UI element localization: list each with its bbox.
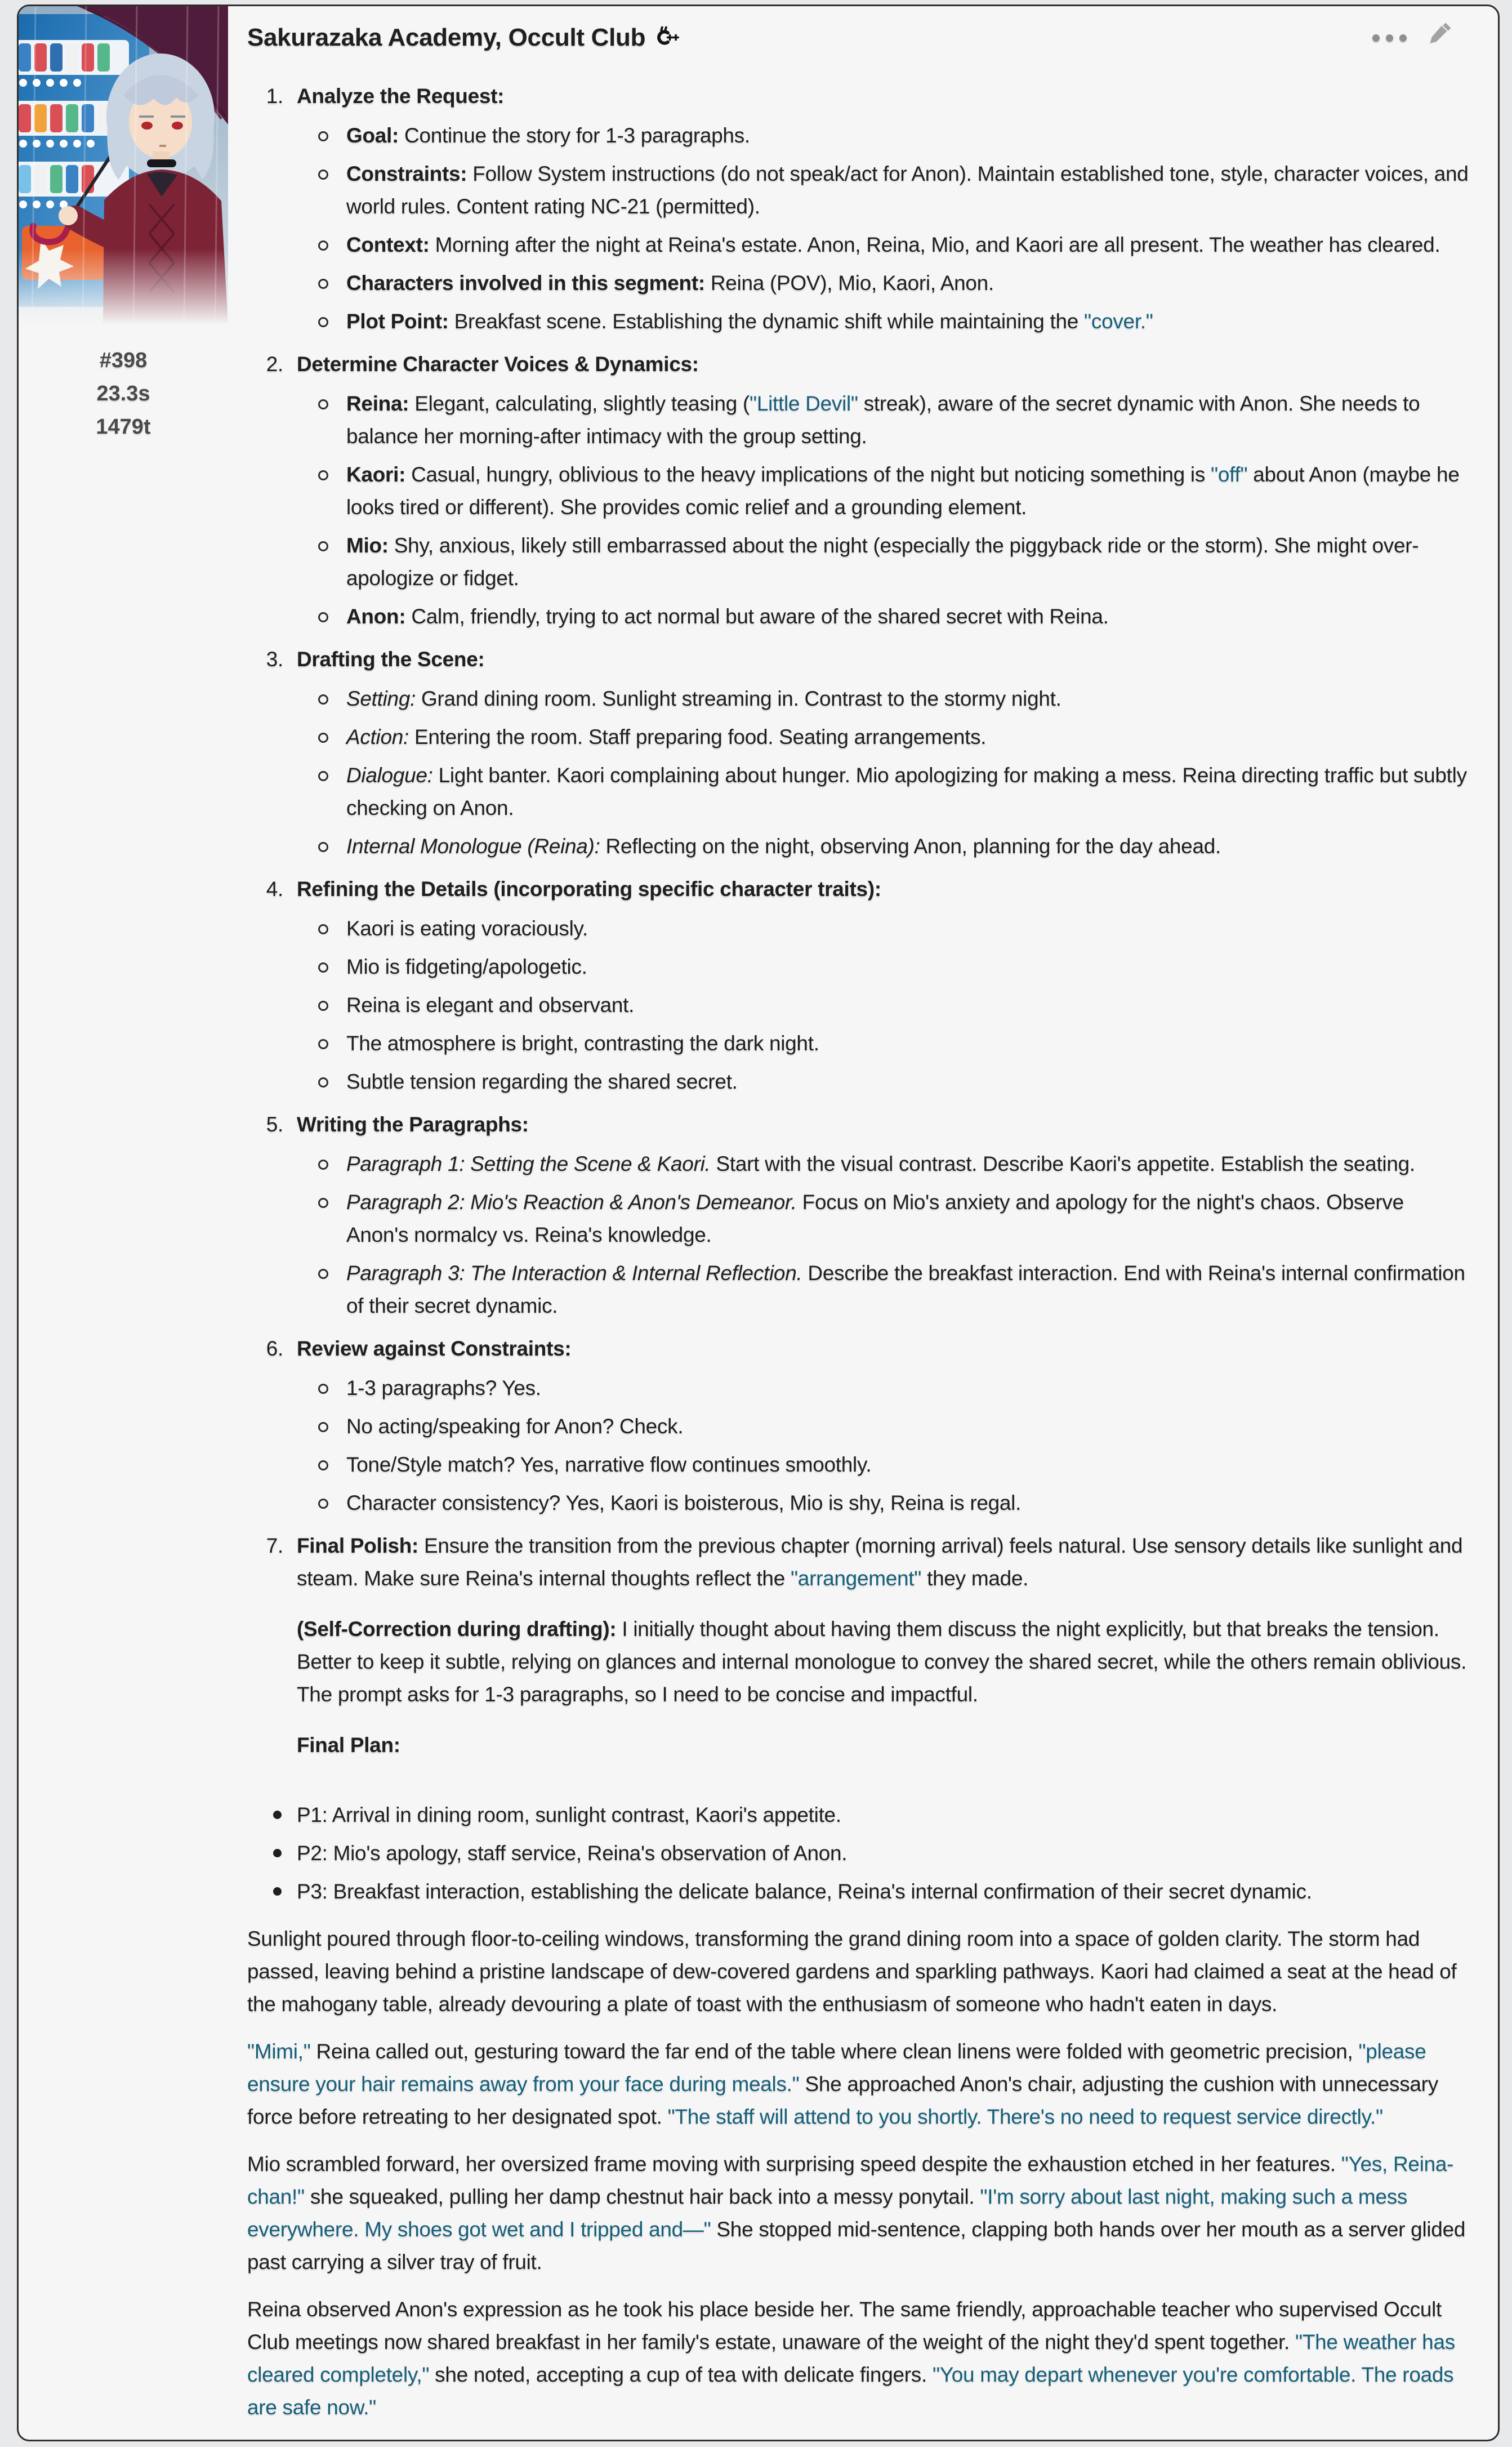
thinking-sub-item: [297, 759, 1469, 824]
quoted-text: "The staff will attend to you shortly. There's no need to request service directly.": [667, 2105, 1383, 2128]
thinking-sub-item: [297, 458, 1469, 524]
plan-item: [297, 1875, 1469, 1908]
thinking-sub-list: [297, 912, 1469, 1098]
thinking-paragraph: [297, 1613, 1469, 1711]
text-segment: Writing the Paragraphs:: [297, 1113, 529, 1136]
text-segment: Paragraph 3: The Interaction & Internal Reflection.: [346, 1262, 802, 1285]
quoted-text: "Yes, Reina-chan!": [247, 2152, 1454, 2208]
thinking-sub-item: [297, 1148, 1469, 1180]
thinking-sub-item: [297, 721, 1469, 754]
plan-item: [297, 1837, 1469, 1870]
text-segment: Constraints:: [346, 162, 467, 185]
thinking-item-text: [297, 1108, 1469, 1141]
text-segment: Paragraph 2: Mio's Reaction & Anon's Demeanor.: [346, 1191, 797, 1214]
text-segment: Reina:: [346, 392, 409, 415]
avatar-column: [19, 6, 228, 444]
token-count: 1479t: [96, 414, 151, 439]
text-segment: Entering the room. Staff preparing food. Seating arrangements.: [409, 725, 987, 748]
thinking-item: [247, 80, 1469, 338]
thinking-sub-item: [297, 229, 1469, 261]
c-plus-plus-icon: [657, 22, 679, 55]
text-segment: Shy, anxious, likely still embarrassed about the night (especially the piggyback ride or the storm). She might over-apologize or fidget.: [346, 534, 1419, 590]
text-segment: Reina is elegant and observant.: [346, 993, 635, 1017]
thinking-sub-item: [297, 1027, 1469, 1060]
text-segment: she squeaked, pulling her damp chestnut hair back into a messy ponytail.: [304, 2185, 980, 2208]
thinking-item: [247, 643, 1469, 863]
thinking-item-text: [297, 873, 1469, 906]
story-section: [247, 1923, 1469, 2424]
text-segment: P3: Breakfast interaction, establishing the delicate balance, Reina's internal confirmation of their secret dynamic.: [297, 1880, 1312, 1903]
thinking-sub-item: [297, 1186, 1469, 1251]
text-segment: Determine Character Voices & Dynamics:: [297, 353, 699, 376]
text-segment: Subtle tension regarding the shared secret.: [346, 1070, 738, 1093]
text-segment: Grand dining room. Sunlight streaming in. Contrast to the stormy night.: [416, 687, 1061, 710]
story-paragraph: [247, 2293, 1469, 2424]
text-segment: Focus on Mio's anxiety and apology for the night's chaos. Observe Anon's normalcy vs. Reina's knowledge.: [346, 1191, 1404, 1246]
thinking-sub-item: [297, 387, 1469, 453]
thinking-item: [247, 1108, 1469, 1322]
text-segment: Dialogue:: [346, 764, 433, 787]
text-segment: I initially thought about having them discuss the night explicitly, but that breaks the tension. Better to keep it subtle, relying on glances and internal monologue to convey the shared secret, while the others remain oblivious. The prompt asks for 1-3 paragraphs, so I need to be concise and impactful.: [297, 1617, 1467, 1706]
thinking-sub-item: [297, 912, 1469, 945]
thinking-sub-list: [297, 119, 1469, 338]
text-segment: 1-3 paragraphs? Yes.: [346, 1376, 541, 1399]
text-segment: Paragraph 1: Setting the Scene & Kaori.: [346, 1152, 711, 1175]
text-segment: (Self-Correction during drafting):: [297, 1617, 617, 1641]
thinking-sub-item: [297, 119, 1469, 152]
thinking-sub-item: [297, 830, 1469, 863]
thinking-sub-list: [297, 1372, 1469, 1519]
text-segment: Mio scrambled forward, her oversized frame moving with surprising speed despite the exhaustion etched in her features.: [247, 2152, 1341, 2176]
text-segment: Elegant, calculating, slightly teasing (: [409, 392, 750, 415]
quoted-text: "You may depart whenever you're comfortable. The roads are safe now.": [247, 2363, 1454, 2419]
text-segment: Goal:: [346, 124, 399, 147]
text-segment: Plot Point:: [346, 310, 449, 333]
thinking-sub-item: [297, 1410, 1469, 1443]
message-meta: [19, 344, 228, 444]
text-segment: Final Polish:: [297, 1534, 419, 1557]
text-segment: Follow System instructions (do not speak/act for Anon). Maintain established tone, style, character voices, and world rules. Content rating NC-21 (permitted).: [346, 162, 1469, 218]
thinking-sub-item: [297, 683, 1469, 715]
text-segment: Reina (POV), Mio, Kaori, Anon.: [704, 271, 994, 295]
quoted-text: "cover.": [1084, 310, 1153, 333]
text-segment: Continue the story for 1-3 paragraphs.: [399, 124, 750, 147]
text-segment: Describe the breakfast interaction. End with Reina's internal confirmation of their secret dynamic.: [346, 1262, 1465, 1317]
thinking-sub-item: [297, 529, 1469, 595]
quoted-text: "off": [1211, 463, 1248, 486]
message-content: [247, 6, 1498, 2439]
text-segment: about Anon (maybe he looks tired or different). She provides comic relief and a grounding element.: [346, 463, 1460, 519]
text-segment: Internal Monologue (Reina):: [346, 835, 600, 858]
text-segment: Breakfast scene. Establishing the dynamic shift while maintaining the: [448, 310, 1085, 333]
thinking-paragraph: [297, 1729, 1469, 1762]
text-segment: Characters involved in this segment:: [346, 271, 705, 295]
text-segment: P1: Arrival in dining room, sunlight contrast, Kaori's appetite.: [297, 1803, 841, 1826]
thinking-item-text: [297, 348, 1469, 381]
thinking-sub-item: [297, 158, 1469, 223]
text-segment: Setting:: [346, 687, 416, 710]
thinking-item: [247, 1530, 1469, 1908]
text-segment: Casual, hungry, oblivious to the heavy implications of the night but noticing something is: [405, 463, 1211, 486]
text-segment: Mio:: [346, 534, 389, 557]
text-segment: Character consistency? Yes, Kaori is boisterous, Mio is shy, Reina is regal.: [346, 1491, 1022, 1514]
text-segment: Mio is fidgeting/apologetic.: [346, 955, 587, 978]
thinking-list: [247, 80, 1469, 1908]
text-segment: Drafting the Scene:: [297, 648, 485, 671]
thinking-sub-item: [297, 1372, 1469, 1405]
text-segment: Reina called out, gesturing toward the far end of the table where clean linens were folded with geometric precision,: [310, 2040, 1359, 2063]
thinking-item: [247, 1332, 1469, 1519]
thinking-item-text: [297, 80, 1469, 113]
thinking-item-text: [297, 1332, 1469, 1365]
text-segment: Review against Constraints:: [297, 1337, 572, 1360]
text-segment: Reina observed Anon's expression as he took his place beside her. The same friendly, approachable teacher who supervised Occult Club meetings now shared breakfast in her family's estate, unaware of the weight of the night they'd spent together.: [247, 2298, 1442, 2354]
text-segment: Anon:: [346, 605, 406, 628]
thinking-sub-item: [297, 989, 1469, 1022]
message-actions: [1372, 19, 1469, 57]
quoted-text: "The weather has cleared completely,": [247, 2330, 1455, 2386]
generation-time: 23.3s: [96, 381, 150, 405]
text-segment: Refining the Details (incorporating specific character traits):: [297, 877, 881, 901]
text-segment: Tone/Style match? Yes, narrative flow continues smoothly.: [346, 1453, 872, 1476]
thinking-sub-item: [297, 1487, 1469, 1519]
text-segment: Reflecting on the night, observing Anon, planning for the day ahead.: [600, 835, 1221, 858]
thinking-sub-list: [297, 683, 1469, 863]
thinking-sub-item: [297, 1066, 1469, 1098]
text-segment: Kaori is eating voraciously.: [346, 917, 588, 940]
text-segment: streak), aware of the secret dynamic with Anon. She needs to balance her morning-after intimacy with the group setting.: [346, 392, 1420, 448]
thinking-sub-item: [297, 1257, 1469, 1322]
text-segment: Calm, friendly, trying to act normal but aware of the shared secret with Reina.: [405, 605, 1109, 628]
story-paragraph: [247, 2035, 1469, 2133]
text-segment: Morning after the night at Reina's estate. Anon, Reina, Mio, and Kaori are all present. The weather has cleared.: [429, 233, 1440, 256]
edit-pencil-icon[interactable]: [1426, 19, 1455, 57]
text-segment: Analyze the Request:: [297, 84, 505, 108]
text-segment: Kaori:: [346, 463, 406, 486]
ellipsis-menu-icon[interactable]: [1372, 34, 1407, 42]
quoted-text: "I'm sorry about last night, making such a mess everywhere. My shoes got wet and I tripped and—": [247, 2185, 1408, 2241]
text-segment: Ensure the transition from the previous chapter (morning arrival) feels natural. Use sensory details like sunlight and steam. Make sure Reina's internal thoughts reflect the: [297, 1534, 1463, 1590]
text-segment: She approached Anon's chair, adjusting the cushion with unnecessary force before retreating to her designated spot.: [247, 2072, 1438, 2128]
text-segment: they made.: [921, 1567, 1029, 1590]
quoted-text: "please ensure your hair remains away from your face during meals.": [247, 2040, 1426, 2096]
message-number: #398: [99, 349, 148, 372]
text-segment: Sunlight poured through floor-to-ceiling windows, transforming the grand dining room into a space of golden clarity. The storm had passed, leaving behind a pristine landscape of dew-covered gardens and sparkling pathways. Kaori had claimed a seat at the head of the mahogany table, already devouring a plate of toast with the enthusiasm of someone who hadn't eaten in days.: [247, 1927, 1457, 2016]
text-segment: She stopped mid-sentence, clapping both hands over her mouth as a server glided past carrying a silver tray of fruit.: [247, 2218, 1466, 2274]
text-segment: Action:: [346, 725, 409, 748]
avatar-illustration: [19, 6, 228, 325]
thinking-item: [247, 873, 1469, 1098]
thinking-sub-item: [297, 1448, 1469, 1481]
text-segment: No acting/speaking for Anon? Check.: [346, 1415, 684, 1438]
story-paragraph: [247, 2148, 1469, 2279]
thinking-sub-item: [297, 305, 1469, 338]
thinking-sub-list: [297, 1148, 1469, 1322]
chat-message-card: [17, 5, 1500, 2441]
plan-item: [297, 1799, 1469, 1831]
character-name: Sakurazaka Academy, Occult Club: [247, 24, 646, 52]
final-plan-list: [297, 1799, 1469, 1908]
quoted-text: "Little Devil": [750, 392, 858, 415]
thinking-sub-list: [297, 387, 1469, 633]
thinking-sub-item: [297, 600, 1469, 633]
quoted-text: "arrangement": [790, 1567, 922, 1590]
story-paragraph: [247, 1923, 1469, 2021]
text-segment: Final Plan:: [297, 1733, 400, 1757]
thinking-item: [247, 348, 1469, 633]
thinking-item-text: [297, 1530, 1469, 1595]
avatar[interactable]: [19, 6, 228, 325]
text-segment: P2: Mio's apology, staff service, Reina's observation of Anon.: [297, 1842, 848, 1865]
thinking-item-text: [297, 643, 1469, 676]
text-segment: she noted, accepting a cup of tea with delicate fingers.: [429, 2363, 933, 2386]
text-segment: The atmosphere is bright, contrasting the dark night.: [346, 1032, 819, 1055]
quoted-text: "Mimi,": [247, 2040, 311, 2063]
thinking-sub-item: [297, 267, 1469, 300]
thinking-sub-item: [297, 951, 1469, 983]
text-segment: Start with the visual contrast. Describe Kaori's appetite. Establish the seating.: [710, 1152, 1415, 1175]
message-header: [247, 19, 1469, 57]
text-segment: Light banter. Kaori complaining about hunger. Mio apologizing for making a mess. Reina directing traffic but subtly checking on Anon.: [346, 764, 1467, 819]
text-segment: Context:: [346, 233, 430, 256]
